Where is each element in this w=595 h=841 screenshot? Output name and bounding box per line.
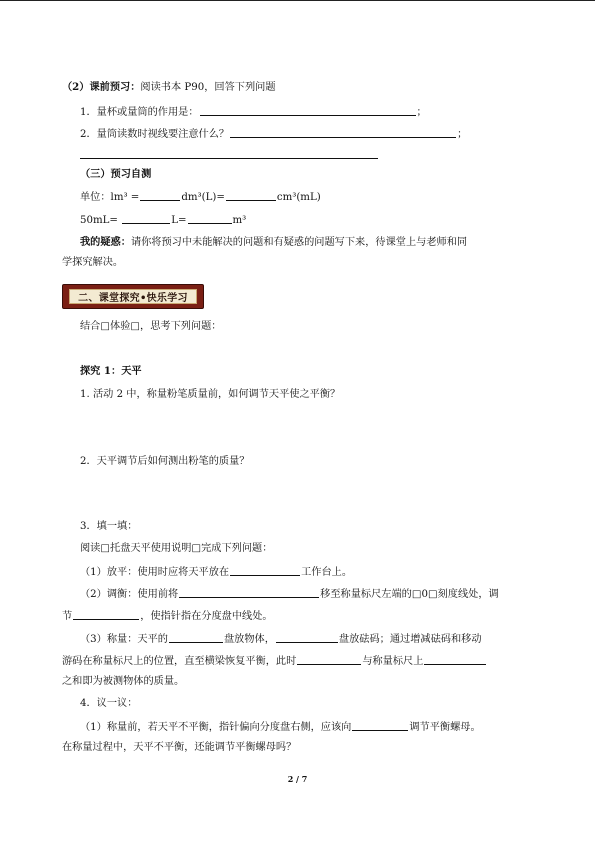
fill-3	[80, 631, 482, 647]
fill-3-mid1: 盘放物体，	[223, 634, 275, 645]
doubt-line-2: 学探究解决。	[62, 257, 124, 268]
section-banner	[62, 284, 204, 309]
fill-1-suffix: 工作台上。	[301, 567, 353, 578]
discuss-1-prefix: （1）称量前，若天平不平衡，指针偏向分度盘右侧，应该向	[80, 722, 352, 733]
conv-m3: m³	[232, 215, 247, 226]
blank-conv-m3[interactable]	[188, 212, 232, 224]
explore-q3: 3．填一填：	[80, 521, 138, 532]
fill-3-line3: 之和即为被测物体的质量。	[62, 676, 185, 687]
fill-3-line2	[62, 653, 487, 669]
unit-cm: cm³(mL)	[276, 192, 321, 203]
blank-fill-3b[interactable]	[276, 631, 338, 643]
preview-heading: （2）课前预习：	[62, 81, 141, 93]
fill-3-prefix: （3）称量：天平的	[80, 634, 168, 645]
conversion-line	[80, 212, 246, 228]
preview-q1-text: 1．量杯或量筒的作用是：	[80, 107, 199, 118]
banner-title: 二、课堂探究•快乐学习	[69, 289, 197, 304]
blank-fill-3a[interactable]	[169, 631, 223, 643]
fill-3-mid2: 盘放砝码；通过增减砝码和移动	[338, 634, 482, 645]
explore-q4: 4．议一议：	[80, 698, 138, 709]
blank-fill-3c[interactable]	[297, 653, 361, 665]
unit-line	[80, 189, 321, 205]
read-instructions: 阅读□托盘天平使用说明□完成下列问题：	[80, 543, 273, 554]
blank-fill-2b[interactable]	[73, 608, 139, 620]
explore-heading: 探究 1：天平	[80, 365, 142, 377]
page-top-border	[0, 0, 595, 1]
unit-prefix: 单位：lm³ =	[80, 192, 140, 203]
unit-dm: dm³(L)=	[181, 192, 225, 203]
blank-unit-dm[interactable]	[140, 189, 180, 201]
conv-prefix: 50mL=	[80, 215, 118, 226]
doubt-text-1: 请你将预习中未能解决的问题和有疑惑的问题写下来，待课堂上与老师和同	[130, 237, 468, 248]
fill-1-prefix: （1）放平：使用时应将天平放在	[80, 567, 230, 578]
preview-line	[62, 80, 276, 95]
answer-line[interactable]	[80, 158, 378, 159]
discuss-1-line2: 在称量过程中，天平不平衡，还能调节平衡螺母吗？	[62, 742, 297, 753]
self-test-heading: （三）预习自测	[80, 168, 152, 180]
blank-discuss-1[interactable]	[352, 719, 408, 731]
preview-q1	[80, 104, 427, 120]
fill-2-line2	[62, 608, 273, 624]
fill-3-line2-prefix: 游码在称量标尺上的位置，直至横梁恢复平衡，此时	[62, 656, 297, 667]
fill-1	[80, 564, 352, 580]
explore-q1: 1. 活动 2 中，称量粉笔质量前，如何调节天平使之平衡？	[80, 389, 341, 400]
page-number: 2 / 7	[287, 774, 308, 784]
blank-fill-3d[interactable]	[424, 653, 486, 665]
combine-text: 结合□体验□，思考下列问题：	[80, 321, 222, 332]
blank-fill-1[interactable]	[230, 564, 300, 576]
conv-l: L=	[171, 215, 187, 226]
fill-3-line2-mid: 与称量标尺上	[362, 656, 424, 667]
fill-2-line2-suffix: ，使指针指在分度盘中线处。	[140, 611, 273, 622]
preview-q2-end: ；	[457, 129, 468, 140]
fill-2	[80, 586, 499, 602]
fill-2-line2-prefix: 节	[62, 611, 73, 622]
preview-q2	[80, 126, 467, 142]
blank-fill-2a[interactable]	[179, 586, 319, 598]
preview-q1-end: ；	[416, 107, 427, 118]
explore-q2: 2．天平调节后如何测出粉笔的质量？	[80, 456, 250, 467]
blank-q1[interactable]	[200, 104, 416, 116]
discuss-1-suffix: 调节平衡螺母。	[409, 722, 481, 733]
blank-conv-l[interactable]	[122, 212, 170, 224]
discuss-1	[80, 719, 481, 735]
doubt-line-1	[80, 235, 467, 250]
preview-intro: 阅读书本 P90，回答下列问题	[140, 82, 276, 93]
preview-q2-text: 2．量筒读数时视线要注意什么？	[80, 129, 230, 140]
blank-unit-cm[interactable]	[226, 189, 276, 201]
fill-2-prefix: （2）调衡：使用前将	[80, 589, 179, 600]
blank-q2[interactable]	[230, 126, 456, 138]
doubt-label: 我的疑惑：	[80, 236, 131, 248]
fill-2-mid: 移至称量标尺左端的□0□刻度线处，调	[320, 589, 499, 600]
